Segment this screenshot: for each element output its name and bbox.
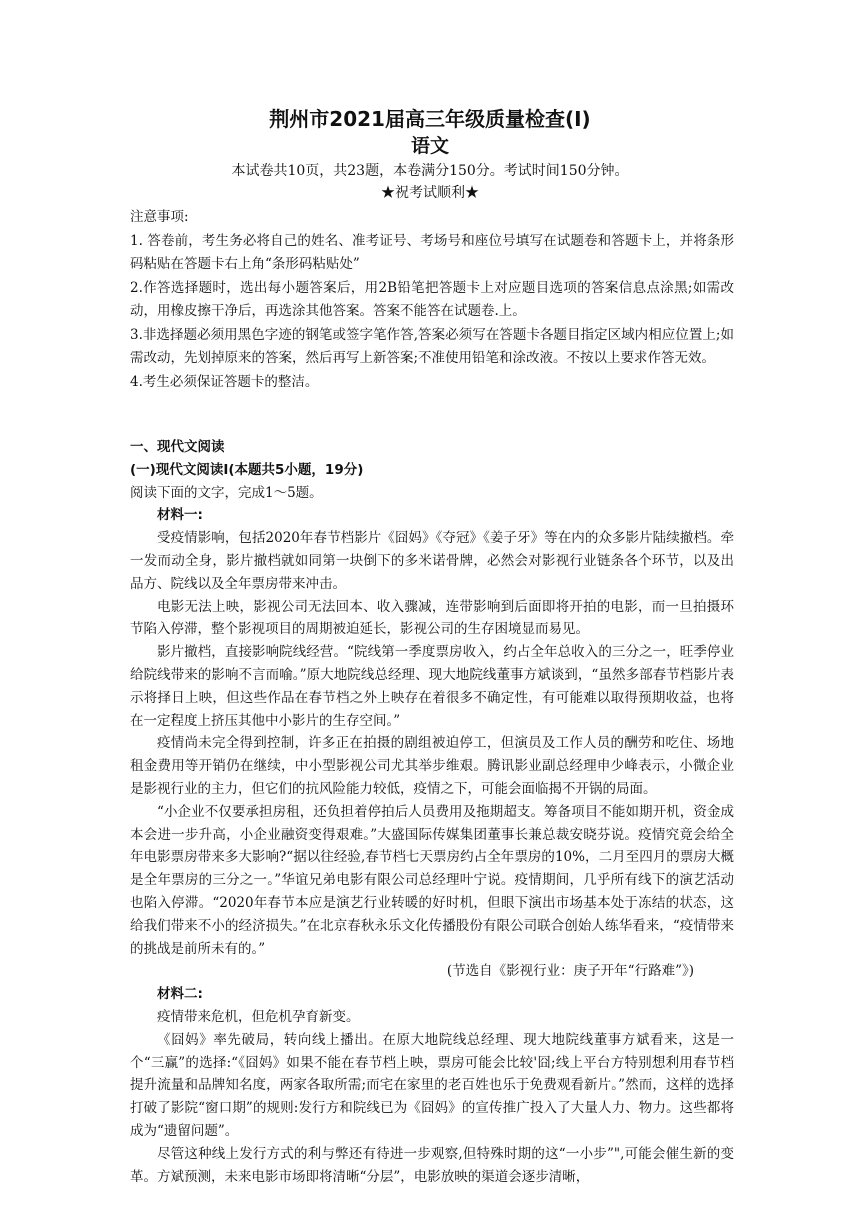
paragraph: 受疫情影响，包括2020年春节档影片《囧妈》《夺冠》《姜子牙》等在内的众多影片陆续撤档。牵一发而动全身，影片撤档就如同第一块倒下的多米诺骨牌，必然会对影视行业链条各个环节，以及出品方、院线以及全年票房带来冲击。 xyxy=(130,530,734,592)
paragraph: 疫情尚未完全得到控制，许多正在拍摄的剧组被迫停工，但演员及工作人员的酬劳和吃住、场地租金费用等开销仍在继续，中小型影视公司尤其举步维艰。腾讯影业副总经理申少峰表示，小微企业是影视行业的主力，但它们的抗风险能力较低，疫情之下，可能会面临揭不开锅的局面。 xyxy=(130,735,734,797)
source-citation: (节选自《影视行业：庚子开年“行路难”》) xyxy=(446,963,694,980)
section-instruction: 阅读下面的文字，完成1～5题。 xyxy=(130,484,323,501)
notes-section xyxy=(130,206,734,394)
reading-section xyxy=(130,436,734,1188)
note-item: 2.作答选择题时，选出每小题答案后，用2B铅笔把答题卡上对应题目选项的答案信息点涂黑;如需改动，用橡皮擦干净后，再选涂其他答案。答案不能答在试题卷.上。 xyxy=(130,279,734,319)
section-subheading: (一)现代文阅读Ⅰ(本题共5小题，19分) xyxy=(130,461,364,478)
exam-title: 荆州市2021届高三年级质量检查(I) xyxy=(269,107,591,131)
exam-subject: 语文 xyxy=(410,135,449,157)
section-heading: 一、现代文阅读 xyxy=(130,439,225,455)
material2-label: 材料二: xyxy=(157,986,203,1003)
paragraph: 《囧妈》率先破局，转向线上播出。在原大地院线总经理、现大地院线董事方斌看来，这是一个“三赢”的选择:“《囧妈》如果不能在春节档上映，票房可能会比较'囧;线上平台方特别想利用春节档提升流量和品牌知名度，两家各取所需;而宅在家里的老百姓也乐于免费观看新片。”然而，这样的选择打破了影院“窗口期”的规则:发行方和院线已为《囧妈》的宣传推广投入了大量人力、物力。这些都将成为“遗留问题”。 xyxy=(130,1031,734,1139)
paragraph: 电影无法上映，影视公司无法回本、收入骤减，连带影响到后面即将开拍的电影，而一旦拍摄环节陷入停滞，整个影视项目的周期被迫延长，影视公司的生存困境显而易见。 xyxy=(130,598,734,638)
note-item: 4.考生必须保证答题卡的整洁。 xyxy=(130,373,319,390)
note-item: 3.非选择题必须用黑色字迹的钢笔或签字笔作答,答案必须写在答题卡各题目指定区域内相应位置上;如需改动，先划掉原来的答案，然后再写上新答案;不准使用铅笔和涂改液。不按以上要求作答无效。 xyxy=(130,326,734,366)
paragraph: 疫情带来危机，但危机孕育新变。 xyxy=(157,1008,360,1025)
note-item: 1. 答卷前，考生务必将自己的姓名、准考证号、考场号和座位号填写在试题卷和答题卡上，并将条形码粘贴在答题卡右上角“条形码粘贴处” xyxy=(130,232,734,272)
exam-wish: ★祝考试顺利★ xyxy=(381,185,479,201)
notes-heading: 注意事项: xyxy=(130,209,189,225)
material1-label: 材料一: xyxy=(157,507,203,524)
exam-info: 本试卷共10页，共23题，本卷满分150分。考试时间150分钟。 xyxy=(231,163,629,179)
paragraph: “小企业不仅要承担房租，还负担着停拍后人员费用及拖期超支。筹备项目不能如期开机，资金成本会进一步升高，小企业融资变得艰难。”大盛国际传媒集团董事长兼总裁安晓芬说。疫情究竟会给全年电影票房带来多大影响?“据以往经验,春节档七天票房约占全年票房的10%，二月至四月的票房大概是全年票房的三分之一。”华谊兄弟电影有限公司总经理叶宁说。疫情期间，几乎所有线下的演艺活动也陷入停滞。“2020年春节本应是演艺行业转暖的好时机，但眼下演出市场基本处于冻结的状态，这给我们带来不小的经济损失。”在北京春秋永乐文化传播股份有限公司联合创始人练华看来，“疫情带来的挑战是前所未有的。” xyxy=(130,803,734,957)
paragraph: 尽管这种线上发行方式的利与弊还有待进一步观察,但特殊时期的这“一小步”",可能会催生新的变革。方斌预测，未来电影市场即将清晰“分层”，电影放映的渠道会逐步清晰， xyxy=(130,1145,734,1185)
paragraph: 影片撤档，直接影响院线经营。“院线第一季度票房收入，约占全年总收入的三分之一，旺季停业给院线带来的影响不言而喻。”原大地院线总经理、现大地院线董事方斌谈到，“虽然多部春节档影片表示将择日上映，但这些作品在春节档之外上映存在着很多不确定性，有可能难以取得预期收益，也将在一定程度上挤压其他中小影片的生存空间。” xyxy=(130,644,734,729)
